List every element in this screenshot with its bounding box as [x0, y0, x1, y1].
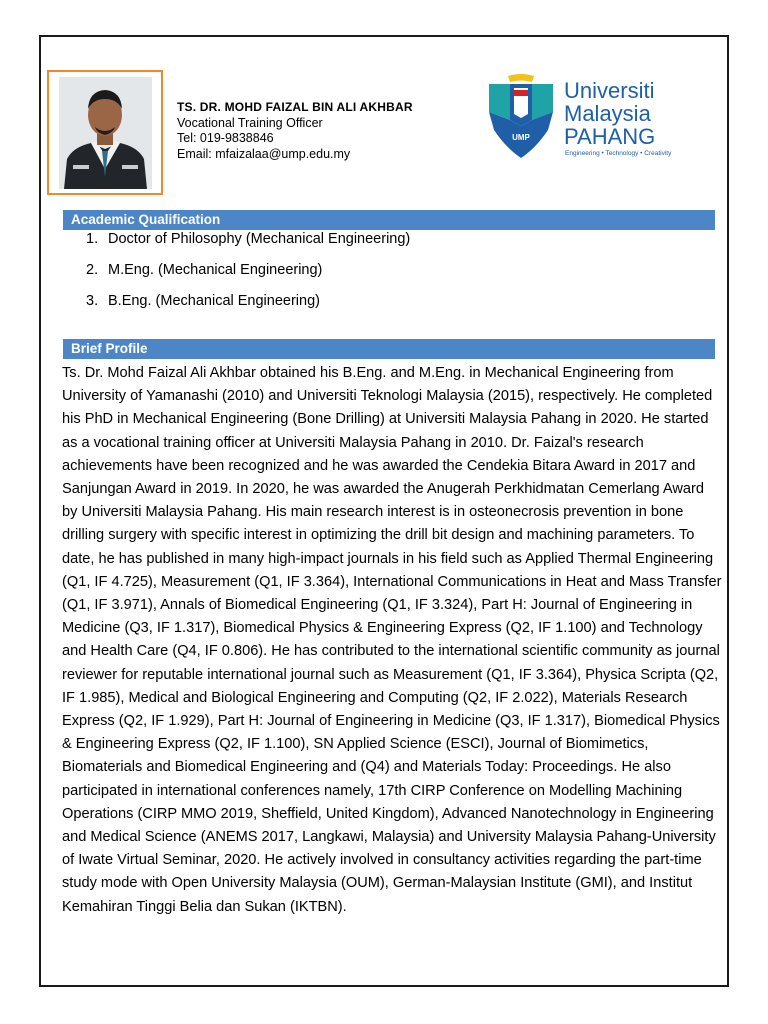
list-item — [86, 262, 410, 293]
person-phone: Tel: 019-9838846 — [177, 131, 274, 145]
profile-photo — [59, 77, 152, 189]
academic-qualification-heading: Academic Qualification — [63, 210, 715, 230]
contact-block — [177, 100, 413, 162]
list-item — [86, 231, 410, 262]
profile-paragraph: Ts. Dr. Mohd Faizal Ali Akhbar obtained his B.Eng. and M.Eng. in Mechanical Engineering from University of Yamanashi (2010) and Universiti Teknologi Malaysia (2015), respectively. He completed his PhD in Mechanical Engineering (Bone Drilling) at Universiti Malaysia Pahang in 2020. He started as a vocational training officer at Universiti Malaysia Pahang in 2010. Dr. Faizal's research achievements have been recognized and he was awarded the Cendekia Bitara Award in 2017 and Sanjungan Award in 2019. In 2020, he was awarded the Anugerah Perkhidmatan Cemerlang Award by Universiti Malaysia Pahang. His main research interest is in osteonecrosis prevention in bone drilling surgery with specific interest in optimizing the drill bit design and machining parameters. To date, he has published in many high-impact journals in his field such as Applied Thermal Engineering (Q1, IF 4.725), Measurement (Q1, IF 3.364), International Communications in Heat and Mass Transfer (Q1, IF 3.971), Annals of Biomedical Engineering (Q1, IF 3.324), Part H: Journal of Engineering in Medicine (Q3, IF 1.317), Biomedical Physics & Engineering Express (Q2, IF 1.100) and Technology and Health Care (Q4, IF 0.806). He has contributed to the international scientific community as journal reviewer for reputable international journal such as Measurement (Q1, IF 3.364), Physica Scripta (Q2, IF 1.985), Medical and Biological Engineering and Computing (Q2, IF 2.022), Materials Research Express (Q2, IF 1.929), Part H: Journal of Engineering in Medicine (Q3, IF 1.317), Biomedical Physics & Engineering Express (Q2, IF 1.100), SN Applied Science (ESCI), Journal of Biomimetics, Biomaterials and Biomedical Engineering and (Q4) and Materials Today: Proceedings. He also participated in international conferences namely, 17th CIRP Conference on Modelling Machining Operations (CIRP MMO 2019, Sheffield, United Kingdom), Advanced Nanotechnology in Engineering and Medical Science (ANEMS 2017, Langkawi, Malaysia) and University Malaysia Pahang-University of Iwate Virtual Seminar, 2020. He actively involved in consultancy activities regarding the part-time study mode with Open University Malaysia (OUM), German-Malaysian Institute (GMI), and Institut Kemahiran Tinggi Belia dan Sukan (IKTBN). — [62, 365, 722, 915]
qualification-list — [86, 231, 410, 324]
university-logo — [486, 74, 696, 164]
logo-word-malaysia: Malaysia — [564, 101, 651, 126]
person-email: Email: mfaizalaa@ump.edu.my — [177, 146, 351, 161]
brief-profile-heading: Brief Profile — [63, 339, 715, 359]
list-item-text: Doctor of Philosophy (Mechanical Engineering) — [108, 231, 411, 247]
person-position: Vocational Training Officer — [177, 115, 323, 130]
person-name: TS. DR. MOHD FAIZAL BIN ALI AKHBAR — [177, 100, 413, 114]
list-item-number: 3. — [86, 293, 99, 309]
logo-word-universiti: Universiti — [564, 78, 655, 103]
logo-tagline: Engineering • Technology • Creativity — [565, 150, 672, 157]
list-item — [86, 293, 410, 324]
profile-photo-frame — [47, 70, 163, 195]
list-item-number: 1. — [86, 231, 99, 247]
list-item-number: 2. — [86, 262, 99, 278]
list-item-text: B.Eng. (Mechanical Engineering) — [108, 293, 320, 309]
logo-badge-text: UMP — [512, 133, 530, 142]
ump-shield-icon — [486, 74, 556, 160]
list-item-text: M.Eng. (Mechanical Engineering) — [108, 262, 323, 278]
logo-word-pahang: PAHANG — [564, 124, 656, 149]
